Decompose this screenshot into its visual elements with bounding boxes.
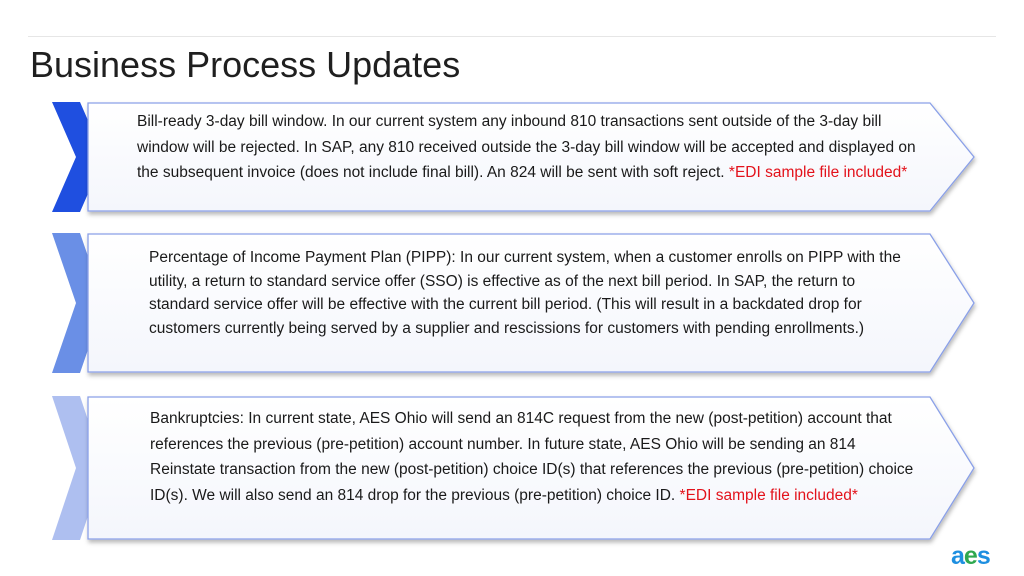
logo-letter-e: e — [963, 542, 977, 570]
item-text-3 — [150, 406, 920, 508]
item-3-body: Bankruptcies: In current state, AES Ohio will send an 814C request from the new (post-petition) account that references the previous (pre-petition) account number. In future state, AES Ohio will be sending an 814 Reinstate transaction from the new (post-petition) choice ID(s) that references the previous (pre-petition) choice ID(s). We will also send an 814 drop for the previous (pre-petition) choice ID. — [150, 410, 914, 504]
item-text-1 — [137, 109, 927, 186]
item-2-body: Percentage of Income Payment Plan (PIPP): In our current system, when a customer enrolls on PIPP with the utility, a return to standard service offer (SSO) is effective as of the next bill period. In SAP, the return to standard service offer will be effective with the current bill period. (This will result in a backdated drop for customers currently being served by a supplier and rescissions for customers with pending enrollments.) — [149, 249, 901, 337]
item-text-2 — [149, 246, 919, 340]
logo-letter-a: a — [951, 542, 964, 570]
logo-letter-s: s — [976, 542, 990, 570]
page-title: Business Process Updates — [30, 44, 461, 85]
item-1-body: Bill-ready 3-day bill window. In our current system any inbound 810 transactions sent outside of the 3-day bill window will be rejected. In SAP, any 810 received outside the 3-day bill window will be accepted and displayed on the subsequent invoice (does not include final bill). An 824 will be sent with soft reject. — [137, 113, 916, 181]
item-1-edi-note: *EDI sample file included* — [728, 164, 908, 181]
aes-logo — [951, 542, 990, 571]
item-3-edi-note: *EDI sample file included* — [679, 486, 858, 504]
